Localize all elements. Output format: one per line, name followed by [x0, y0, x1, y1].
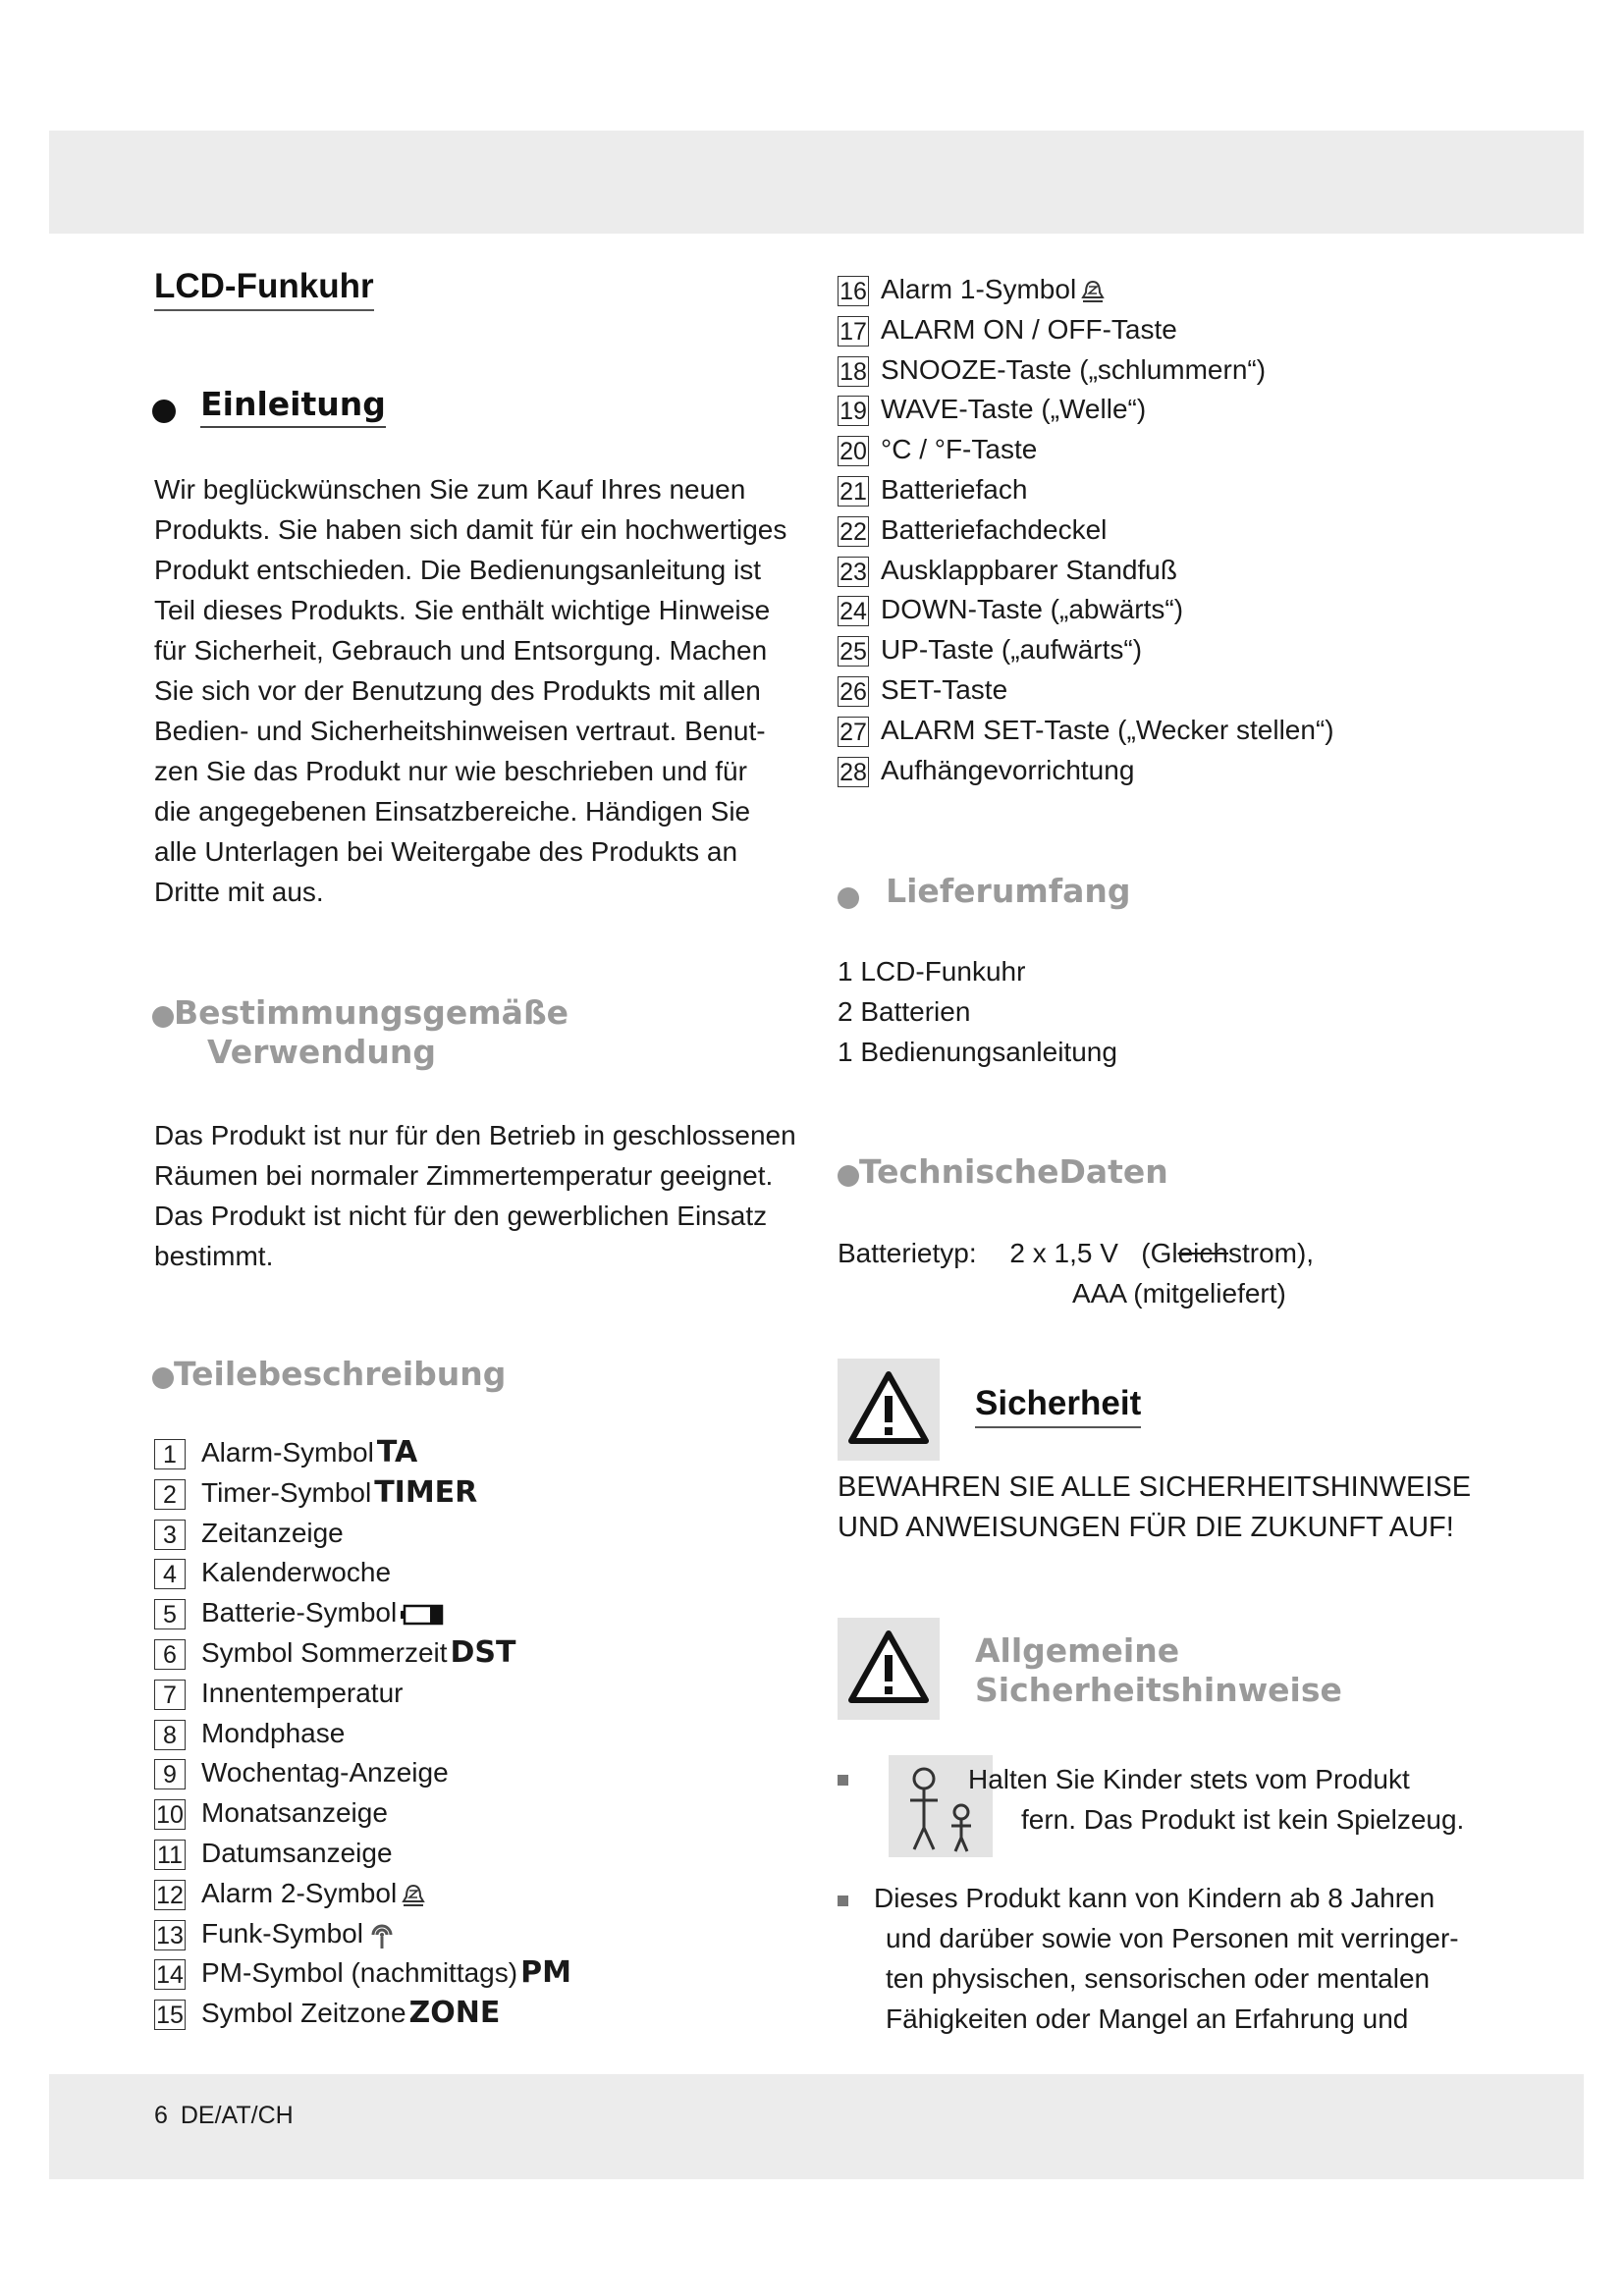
- delivery-heading-text: Lieferumfang: [886, 872, 1131, 910]
- part-label: Alarm-Symbol: [201, 1437, 374, 1468]
- part-label: Kalenderwoche: [201, 1557, 392, 1587]
- bullet-square-icon: [838, 1896, 848, 1906]
- intended-use-line: Räumen bei normaler Zimmertemperatur geeignet.: [154, 1160, 774, 1191]
- bullet-dot-icon: [838, 887, 859, 909]
- part-number-box: 4: [154, 1559, 186, 1589]
- part-number-box: 6: [154, 1639, 186, 1670]
- child-safety-line2: fern. Das Produkt ist kein Spielzeug.: [1021, 1804, 1465, 1835]
- battery-icon: [401, 1603, 446, 1627]
- part-number-box: 9: [154, 1759, 186, 1789]
- tech-heading: [838, 1152, 1168, 1191]
- part-number-box: 13: [154, 1920, 186, 1950]
- part-number-box: 11: [154, 1840, 186, 1870]
- part-number-box: 14: [154, 1959, 186, 1990]
- intro-line: Produkt entschieden. Die Bedienungsanleitung ist: [154, 555, 761, 585]
- parts-list-item: [838, 713, 1334, 748]
- parts-list-item: [838, 272, 1106, 307]
- part-label: Batterie-Symbol: [201, 1597, 398, 1628]
- parts-list-item: [838, 553, 1177, 588]
- part-label: Monatsanzeige: [201, 1797, 388, 1828]
- page-number: 6: [154, 2102, 168, 2129]
- part-label: Alarm 1-Symbol: [881, 274, 1077, 304]
- region-label: DE/AT/CH: [180, 2102, 294, 2129]
- intended-use-line: bestimmt.: [154, 1241, 274, 1271]
- intended-use-line: Das Produkt ist nicht für den gewerblichen Einsatz: [154, 1201, 768, 1231]
- bullet-dot-icon: [152, 1367, 174, 1389]
- part-label: Ausklappbarer Standfuß: [881, 555, 1177, 585]
- parts-list-item: [154, 1595, 446, 1630]
- part-number-box: 16: [838, 276, 869, 306]
- intended-use-heading-line1: Bestimmungsgemäße: [174, 993, 569, 1032]
- parts-heading: [152, 1355, 506, 1393]
- delivery-heading: [838, 872, 1130, 910]
- battery-value-prefix: 2 x 1,5 V (Gl: [1009, 1238, 1178, 1268]
- intended-use-line: Das Produkt ist nur für den Betrieb in geschlossenen: [154, 1120, 796, 1150]
- intro-line: Teil dieses Produkts. Sie enthält wichtige Hinweise: [154, 595, 771, 625]
- safety-notice-line2: UND ANWEISUNGEN FÜR DIE ZUKUNFT AUF!: [838, 1512, 1454, 1543]
- safety-heading: Sicherheit: [975, 1384, 1141, 1428]
- parts-list-item: [154, 1555, 391, 1590]
- parts-list-item: [838, 672, 1007, 708]
- parts-list-item: [838, 352, 1266, 388]
- safety-notice-line1: BEWAHREN SIE ALLE SICHERHEITSHINWEISE: [838, 1471, 1472, 1503]
- parts-list-item: [154, 1475, 477, 1511]
- alarm-bell-icon: [1080, 279, 1106, 304]
- part-label: Innentemperatur: [201, 1678, 404, 1708]
- part-number-box: 5: [154, 1599, 186, 1629]
- part-label: Aufhängevorrichtung: [881, 755, 1135, 785]
- bullet-square-icon: [838, 1775, 848, 1786]
- intro-heading-text: Einleitung: [200, 385, 386, 428]
- parts-list-item: [154, 1916, 397, 1951]
- part-label: WAVE-Taste („Welle“): [881, 394, 1147, 424]
- battery-value-suffix: strom),: [1227, 1238, 1315, 1268]
- parts-list-item: [838, 312, 1177, 347]
- part-label: Batteriefachdeckel: [881, 514, 1108, 545]
- parts-heading-text: Teilebeschreibung: [174, 1355, 507, 1393]
- parts-list-item: [154, 1996, 500, 2031]
- parts-list-item: [154, 1635, 516, 1671]
- warning-triangle-icon: [838, 1359, 940, 1461]
- general-safety-line: Fähigkeiten oder Mangel an Erfahrung und: [886, 2003, 1409, 2034]
- part-label: SNOOZE-Taste („schlummern“): [881, 354, 1267, 385]
- bullet-dot-icon: [838, 1165, 859, 1187]
- intro-line: alle Unterlagen bei Weitergabe des Produkts an: [154, 836, 738, 867]
- warning-sign-box-2: [838, 1618, 940, 1720]
- intro-line: zen Sie das Produkt nur wie beschrieben und für: [154, 756, 747, 786]
- intro-line: Produkts. Sie haben sich damit für ein hochwertiges: [154, 514, 787, 545]
- part-number-box: 24: [838, 596, 869, 626]
- part-number-box: 18: [838, 356, 869, 387]
- page-title: LCD-Funkuhr: [154, 267, 374, 311]
- intended-use-heading-line2: Verwendung: [207, 1033, 436, 1071]
- warning-triangle-icon: [838, 1618, 940, 1720]
- parts-list-item: [838, 392, 1146, 427]
- part-label: Alarm 2-Symbol: [201, 1878, 398, 1908]
- parts-list-left: [154, 1435, 802, 2030]
- radio-signal-icon: [367, 1921, 397, 1950]
- part-label: Zeitanzeige: [201, 1518, 344, 1548]
- display-symbol: PM: [520, 1955, 571, 1990]
- parts-list-item: [154, 1836, 393, 1871]
- parts-list-item: [838, 592, 1183, 627]
- general-safety-line: und darüber sowie von Personen mit verringer-: [886, 1923, 1459, 1953]
- parts-list-item: [154, 1435, 417, 1470]
- battery-value-struck: eich: [1177, 1238, 1228, 1268]
- general-safety-heading-line2: Sicherheitshinweise: [975, 1671, 1342, 1709]
- display-symbol: TA: [376, 1435, 418, 1469]
- parts-list-item: [838, 432, 1037, 467]
- parts-list-right: [838, 272, 1505, 792]
- part-label: Wochentag-Anzeige: [201, 1757, 449, 1788]
- part-label: PM-Symbol (nachmittags): [201, 1957, 518, 1988]
- intro-line: Dritte mit aus.: [154, 877, 324, 907]
- intro-line: Wir beglückwünschen Sie zum Kauf Ihres neuen: [154, 474, 746, 505]
- parts-list-item: [154, 1716, 345, 1751]
- warning-sign-box: [838, 1359, 940, 1461]
- intro-line: für Sicherheit, Gebrauch und Entsorgung. Machen: [154, 635, 768, 666]
- bullet-dot-icon: [152, 1006, 174, 1028]
- part-label: UP-Taste („aufwärts“): [881, 634, 1143, 665]
- safety-notice: [838, 1468, 1471, 1548]
- parts-list-item: [154, 1676, 403, 1711]
- page-footer: [154, 2102, 294, 2130]
- parts-list-item: [838, 632, 1142, 667]
- child-safety-line1: Halten Sie Kinder stets vom Produkt: [968, 1764, 1410, 1794]
- general-safety-line: Dieses Produkt kann von Kindern ab 8 Jahren: [874, 1883, 1435, 1913]
- parts-list-item: [154, 1955, 571, 1991]
- parts-list-item: [838, 753, 1134, 788]
- parts-list-item: [154, 1516, 344, 1551]
- delivery-item: 2 Batterien: [838, 996, 971, 1027]
- part-number-box: 2: [154, 1479, 186, 1510]
- battery-type-row: [838, 1233, 1314, 1273]
- part-number-box: 3: [154, 1520, 186, 1550]
- part-label: °C / °F-Taste: [881, 434, 1038, 464]
- part-number-box: 28: [838, 757, 869, 787]
- parts-list-item: [154, 1876, 426, 1911]
- part-number-box: 26: [838, 676, 869, 707]
- general-safety-heading-line1: Allgemeine: [975, 1631, 1180, 1670]
- part-label: SET-Taste: [881, 674, 1008, 705]
- part-number-box: 12: [154, 1880, 186, 1910]
- part-label: Symbol Zeitzone: [201, 1998, 406, 2028]
- general-safety-paragraph: [874, 1878, 1502, 2039]
- part-number-box: 20: [838, 436, 869, 466]
- intended-use-paragraph: [154, 1115, 802, 1276]
- intended-use-heading: [152, 993, 568, 1032]
- part-label: Funk-Symbol: [201, 1918, 363, 1949]
- intro-line: Sie sich vor der Benutzung des Produkts mit allen: [154, 675, 761, 706]
- part-label: Symbol Sommerzeit: [201, 1637, 448, 1668]
- part-label: Timer-Symbol: [201, 1477, 372, 1508]
- delivery-list: [838, 951, 1427, 1072]
- part-label: Mondphase: [201, 1718, 346, 1748]
- intro-line: die angegebenen Einsatzbereiche. Händigen Sie: [154, 796, 751, 827]
- display-symbol: TIMER: [374, 1475, 478, 1510]
- delivery-item: 1 Bedienungsanleitung: [838, 1037, 1117, 1067]
- part-number-box: 23: [838, 557, 869, 587]
- bullet-dot-icon: [152, 400, 176, 423]
- part-number-box: 17: [838, 316, 869, 347]
- intro-line: Bedien- und Sicherheitshinweisen vertraut. Benut-: [154, 716, 766, 746]
- parts-list-item: [838, 472, 1027, 507]
- delivery-item: 1 LCD-Funkuhr: [838, 956, 1026, 987]
- tech-heading-text: TechnischeDaten: [859, 1152, 1168, 1191]
- parts-list-item: [838, 512, 1107, 548]
- parts-list-item: [154, 1795, 388, 1831]
- part-number-box: 8: [154, 1720, 186, 1750]
- alarm-bell-icon: [401, 1883, 426, 1908]
- battery-type-label: Batterietyp:: [838, 1238, 977, 1268]
- part-label: Batteriefach: [881, 474, 1028, 505]
- battery-type-value: [1009, 1238, 1314, 1268]
- part-label: DOWN-Taste („abwärts“): [881, 594, 1184, 624]
- intro-heading: [152, 385, 386, 423]
- part-number-box: 27: [838, 717, 869, 747]
- part-number-box: 25: [838, 636, 869, 667]
- part-number-box: 19: [838, 396, 869, 426]
- general-safety-line: ten physischen, sensorischen oder mentalen: [886, 1963, 1431, 1994]
- part-label: ALARM ON / OFF-Taste: [881, 314, 1177, 345]
- display-symbol: DST: [450, 1635, 516, 1670]
- part-label: ALARM SET-Taste („Wecker stellen“): [881, 715, 1334, 745]
- part-number-box: 1: [154, 1439, 186, 1469]
- part-number-box: 22: [838, 516, 869, 547]
- display-symbol: ZONE: [408, 1996, 501, 2030]
- intro-paragraph: [154, 469, 802, 912]
- part-label: Datumsanzeige: [201, 1838, 393, 1868]
- part-number-box: 7: [154, 1680, 186, 1710]
- part-number-box: 21: [838, 476, 869, 507]
- part-number-box: 10: [154, 1799, 186, 1830]
- part-number-box: 15: [154, 2000, 186, 2030]
- parts-list-item: [154, 1755, 449, 1790]
- header-band: [49, 131, 1584, 234]
- battery-type-value-line2: AAA (mitgeliefert): [1072, 1278, 1286, 1308]
